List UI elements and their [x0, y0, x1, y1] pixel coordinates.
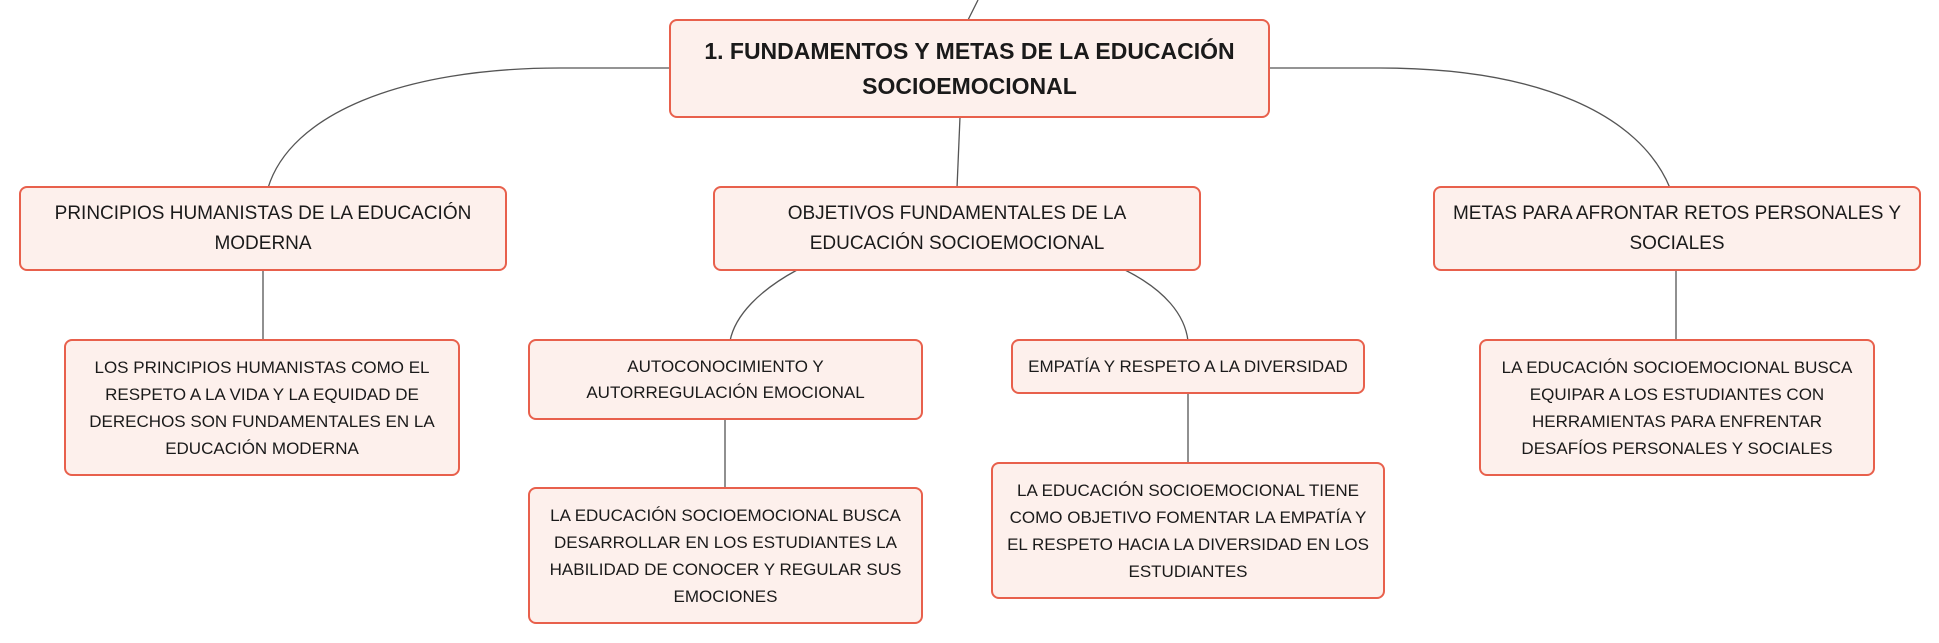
- detail-metas-retos[interactable]: [1479, 339, 1875, 476]
- detail-principios-humanistas[interactable]: [64, 339, 460, 476]
- subtopic-autoconocimiento-label: AUTOCONOCIMIENTO Y AUTORREGULACIÓN EMOCIONAL: [586, 356, 865, 402]
- connector-root-to-parent: [968, 0, 978, 20]
- detail-autoconocimiento[interactable]: [528, 487, 923, 624]
- connector-objetivos-to-empatia: [1125, 270, 1188, 341]
- detail-principios-humanistas-label: LOS PRINCIPIOS HUMANISTAS COMO EL RESPETO A LA VIDA Y LA EQUIDAD DE DERECHOS SON FUNDAMENTALES EN LA EDUCACIÓN MODERNA: [89, 357, 435, 458]
- connector-root-to-principios: [268, 68, 670, 188]
- detail-empatia-label: LA EDUCACIÓN SOCIOEMOCIONAL TIENE COMO OBJETIVO FOMENTAR LA EMPATÍA Y EL RESPETO HACIA LA DIVERSIDAD EN LOS ESTUDIANTES: [1007, 480, 1369, 581]
- subtopic-autoconocimiento[interactable]: [528, 339, 923, 420]
- detail-empatia[interactable]: [991, 462, 1385, 599]
- topic-metas-retos-label: METAS PARA AFRONTAR RETOS PERSONALES Y SOCIALES: [1452, 202, 1902, 254]
- topic-metas-retos[interactable]: [1433, 186, 1921, 271]
- connector-root-to-objetivos: [957, 117, 960, 188]
- subtopic-empatia-label: EMPATÍA Y RESPETO A LA DIVERSIDAD: [1028, 356, 1348, 376]
- connector-objetivos-to-autoconocimiento: [730, 270, 797, 341]
- topic-principios-humanistas[interactable]: [19, 186, 507, 271]
- root-topic[interactable]: [669, 19, 1270, 118]
- detail-autoconocimiento-label: LA EDUCACIÓN SOCIOEMOCIONAL BUSCA DESARROLLAR EN LOS ESTUDIANTES LA HABILIDAD DE CONOCER Y REGULAR SUS EMOCIONES: [549, 505, 902, 606]
- subtopic-empatia[interactable]: [1011, 339, 1365, 394]
- topic-objetivos-fundamentales[interactable]: [713, 186, 1201, 271]
- connector-root-to-metas: [1270, 68, 1670, 188]
- topic-objetivos-fundamentales-label: OBJETIVOS FUNDAMENTALES DE LA EDUCACIÓN SOCIOEMOCIONAL: [787, 202, 1127, 254]
- topic-principios-humanistas-label: PRINCIPIOS HUMANISTAS DE LA EDUCACIÓN MODERNA: [54, 202, 472, 254]
- root-topic-label: 1. FUNDAMENTOS Y METAS DE LA EDUCACIÓN SOCIOEMOCIONAL: [704, 37, 1235, 99]
- detail-metas-retos-label: LA EDUCACIÓN SOCIOEMOCIONAL BUSCA EQUIPAR A LOS ESTUDIANTES CON HERRAMIENTAS PARA ENFRENTAR DESAFÍOS PERSONALES Y SOCIALES: [1501, 357, 1853, 458]
